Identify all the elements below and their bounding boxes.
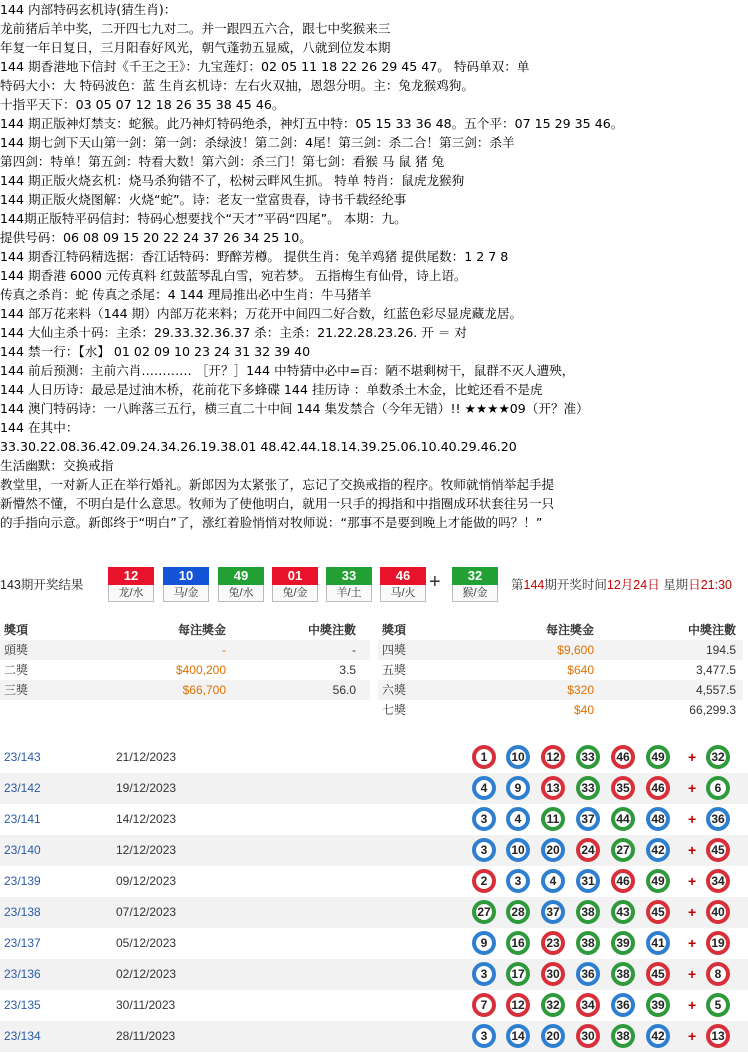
text-line: 特码大小：大 特码波色：蓝 生肖玄机诗：左右火双抽，恩怨分明。主：兔龙猴鸡狗。 xyxy=(0,78,474,93)
number-ball: 3 xyxy=(472,1024,496,1048)
special-number-ball: 36 xyxy=(706,807,730,831)
number-ball: 38 xyxy=(611,1024,635,1048)
history-row xyxy=(0,897,748,928)
text-line: 144期正版特平码信封：特码心想要找个“天才”平码“四尾”。 本期：九。 xyxy=(0,211,407,226)
text-line: 第四剑：特单！第五剑：特看大数！第六剑：杀三门！第七剑：看猴 马 鼠 猪 兔 xyxy=(0,154,445,169)
number-ball: 10 xyxy=(506,745,530,769)
text-line: 144 在其中： xyxy=(0,420,79,435)
special-number-ball: 40 xyxy=(706,900,730,924)
history-period-link[interactable]: 23/136 xyxy=(4,967,41,981)
text-line: 144 期香港地下信封《千王之王》：九宝莲灯：02 05 11 18 22 26 29 45 47。 特码单双：单 xyxy=(0,59,530,74)
history-row xyxy=(0,1021,748,1052)
text-line: 龙前猪后羊中奖，二开四七九对二。并一跟四五六合，跟七中奖猴来三 xyxy=(0,21,391,36)
history-row xyxy=(0,742,748,773)
ball-zodiac: 兔/水 xyxy=(218,585,264,602)
history-date: 07/12/2023 xyxy=(116,905,177,919)
text-line: 144 期香港 6000 元传真料 红鼓蓝琴乱白雪，宛若梦。 五指梅生有仙骨，诗上语。 xyxy=(0,268,467,283)
prize-cell: 3.5 xyxy=(339,663,356,677)
plus-sign: + xyxy=(688,966,697,982)
ball-number: 46 xyxy=(380,567,426,585)
number-ball: 41 xyxy=(646,931,670,955)
number-ball: 30 xyxy=(576,1024,600,1048)
number-ball: 46 xyxy=(646,776,670,800)
plus-sign: + xyxy=(688,904,697,920)
plus-sign: + xyxy=(688,873,697,889)
text-line: 144 期正版火烧图解：火烧“蛇”。诗：老友一堂富贵春，诗书千载经纶事 xyxy=(0,192,407,207)
prize-row xyxy=(378,700,743,720)
text-line: 144 禁一行：【水】 01 02 09 10 23 24 31 32 39 40 xyxy=(0,344,311,359)
prize-cell: 四獎 xyxy=(382,643,407,657)
history-date: 21/12/2023 xyxy=(116,750,177,764)
prize-header-row xyxy=(0,620,370,640)
number-ball: 46 xyxy=(611,869,635,893)
special-number-ball: 19 xyxy=(706,931,730,955)
text-line: 的手指向示意。新郎终于“明白”了，涨红着脸悄悄对牧师说：“那事不是要到晚上才能做的吗？！” xyxy=(0,515,543,530)
prize-header-cell: 獎項 xyxy=(4,623,29,637)
ball-zodiac: 兔/金 xyxy=(272,585,318,602)
plus-sign: + xyxy=(688,842,697,858)
history-row xyxy=(0,866,748,897)
prize-cell: 194.5 xyxy=(705,643,736,657)
result-ball xyxy=(218,567,264,603)
special-number-ball: 45 xyxy=(706,838,730,862)
prize-cell: $40 xyxy=(573,703,594,717)
history-period-link[interactable]: 23/137 xyxy=(4,936,41,950)
prize-cell: 4,557.5 xyxy=(695,683,736,697)
draw-period: 144 xyxy=(523,578,545,592)
history-date: 19/12/2023 xyxy=(116,781,177,795)
prize-table xyxy=(0,620,748,722)
prize-header-cell: 獎項 xyxy=(382,623,407,637)
plus-sign: + xyxy=(688,811,697,827)
history-row xyxy=(0,773,748,804)
plus-sign: + xyxy=(688,780,697,796)
number-ball: 43 xyxy=(611,900,635,924)
prize-header-cell: 每注獎金 xyxy=(545,623,594,637)
history-list xyxy=(0,742,748,1053)
draw-info: 第144期开奖时间12月24日 星期日21:30 xyxy=(511,578,732,592)
prize-cell: 五獎 xyxy=(382,663,407,677)
result-ball xyxy=(108,567,154,603)
number-ball: 42 xyxy=(646,1024,670,1048)
plus-sign: + xyxy=(688,1028,697,1044)
number-ball: 42 xyxy=(646,838,670,862)
number-ball: 20 xyxy=(541,1024,565,1048)
text-line: 33.30.22.08.36.42.09.24.34.26.19.38.01 48.42.44.18.14.39.25.06.10.40.29.46.20 xyxy=(0,439,517,454)
prize-cell: 56.0 xyxy=(332,683,356,697)
history-period-link[interactable]: 23/140 xyxy=(4,843,41,857)
number-ball: 33 xyxy=(576,776,600,800)
number-ball: 49 xyxy=(646,745,670,769)
number-ball: 16 xyxy=(506,931,530,955)
text-line: 144 部万花来料（144 期）内部万花来料；万花开中间四二好合数，红蓝色彩尽显虎藏龙居。 xyxy=(0,306,523,321)
prize-cell: $9,600 xyxy=(557,643,594,657)
text-line: 传真之杀肖：蛇 传真之杀尾：4 144 理局推出必中生肖：牛马猪羊 xyxy=(0,287,372,302)
number-ball: 24 xyxy=(576,838,600,862)
number-ball: 36 xyxy=(611,993,635,1017)
prize-cell: 頭獎 xyxy=(4,643,29,657)
history-date: 05/12/2023 xyxy=(116,936,177,950)
text-line: 144 期七剑下天山第一剑：第一剑：杀绿波！第二剑：4尾！第三剑：杀二合！第三剑：杀羊 xyxy=(0,135,515,150)
ball-number: 12 xyxy=(108,567,154,585)
number-ball: 11 xyxy=(541,807,565,831)
number-ball: 27 xyxy=(611,838,635,862)
ball-number: 32 xyxy=(452,567,498,585)
text-line: 教堂里，一对新人正在举行婚礼。新郎因为太紧张了，忘记了交换戒指的程序。牧师就悄悄举起手提 xyxy=(0,477,555,492)
ball-number: 33 xyxy=(326,567,372,585)
history-row xyxy=(0,959,748,990)
number-ball: 35 xyxy=(611,776,635,800)
prize-cell: 六獎 xyxy=(382,683,407,697)
number-ball: 45 xyxy=(646,900,670,924)
history-period-link[interactable]: 23/134 xyxy=(4,1029,41,1043)
special-number-ball: 6 xyxy=(706,776,730,800)
history-row xyxy=(0,928,748,959)
prize-cell: $400,200 xyxy=(175,663,226,677)
plus-sign: + xyxy=(688,749,697,765)
special-number-ball: 8 xyxy=(706,962,730,986)
number-ball: 23 xyxy=(541,931,565,955)
plus-sign: + xyxy=(688,997,697,1013)
number-ball: 49 xyxy=(646,869,670,893)
number-ball: 9 xyxy=(506,776,530,800)
special-number-ball: 34 xyxy=(706,869,730,893)
number-ball: 12 xyxy=(541,745,565,769)
ball-number: 10 xyxy=(163,567,209,585)
history-row xyxy=(0,804,748,835)
number-ball: 39 xyxy=(611,931,635,955)
number-ball: 45 xyxy=(646,962,670,986)
prize-table-left xyxy=(0,620,370,700)
history-period-link[interactable]: 23/141 xyxy=(4,812,41,826)
prize-row xyxy=(0,640,370,660)
history-period-link[interactable]: 23/139 xyxy=(4,874,41,888)
number-ball: 38 xyxy=(576,931,600,955)
number-ball: 3 xyxy=(472,962,496,986)
number-ball: 4 xyxy=(541,869,565,893)
number-ball: 30 xyxy=(541,962,565,986)
number-ball: 39 xyxy=(646,993,670,1017)
draw-weekday: 日 xyxy=(688,578,701,592)
history-date: 14/12/2023 xyxy=(116,812,177,826)
number-ball: 46 xyxy=(611,745,635,769)
text-line: 144 期正版神灯禁支：蛇猴。此乃神灯特码绝杀，神灯五中特：05 15 33 36 48。五个平：07 15 29 35 46。 xyxy=(0,116,624,131)
text-line: 144 人日历诗：最忌是过油木桥，花前花下多蜂碟 144 挂历诗 ：单数杀土木金，比蛇还看不是虎 xyxy=(0,382,543,397)
prize-cell: 七獎 xyxy=(382,703,407,717)
number-ball: 28 xyxy=(506,900,530,924)
number-ball: 38 xyxy=(611,962,635,986)
number-ball: 20 xyxy=(541,838,565,862)
ball-zodiac: 龙/水 xyxy=(108,585,154,602)
draw-date: 12月24日 xyxy=(606,578,660,592)
prize-row xyxy=(378,660,743,680)
prize-cell: 二獎 xyxy=(4,663,29,677)
number-ball: 48 xyxy=(646,807,670,831)
text-line: 提供号码：06 08 09 15 20 22 24 37 26 34 25 10。 xyxy=(0,230,312,245)
number-ball: 13 xyxy=(541,776,565,800)
prize-cell: $66,700 xyxy=(182,683,226,697)
history-date: 30/11/2023 xyxy=(116,998,176,1012)
number-ball: 3 xyxy=(506,869,530,893)
number-ball: 3 xyxy=(472,838,496,862)
number-ball: 7 xyxy=(472,993,496,1017)
number-ball: 4 xyxy=(472,776,496,800)
ball-zodiac: 马/火 xyxy=(380,585,426,602)
prize-cell: - xyxy=(222,643,226,657)
prize-cell: 66,299.3 xyxy=(689,703,736,717)
prize-row xyxy=(0,680,370,700)
history-row xyxy=(0,835,748,866)
special-number-ball: 5 xyxy=(706,993,730,1017)
ball-zodiac: 羊/土 xyxy=(326,585,372,602)
prize-cell: $640 xyxy=(567,663,594,677)
number-ball: 38 xyxy=(576,900,600,924)
history-period-link[interactable]: 23/138 xyxy=(4,905,41,919)
number-ball: 4 xyxy=(506,807,530,831)
number-ball: 17 xyxy=(506,962,530,986)
prize-row xyxy=(378,680,743,700)
text-line: 年复一年日复日，三月阳春好风光，朝气蓬勃五显威，八就到位发本期 xyxy=(0,40,391,55)
special-ball xyxy=(452,567,498,603)
number-ball: 12 xyxy=(506,993,530,1017)
result-ball xyxy=(272,567,318,603)
text-line: 十指平天下：03 05 07 12 18 26 35 38 45 46。 xyxy=(0,97,285,112)
result-ball xyxy=(326,567,372,603)
number-ball: 34 xyxy=(576,993,600,1017)
prize-cell: 3,477.5 xyxy=(695,663,736,677)
number-ball: 1 xyxy=(472,745,496,769)
number-ball: 9 xyxy=(472,931,496,955)
number-ball: 37 xyxy=(576,807,600,831)
history-date: 12/12/2023 xyxy=(116,843,177,857)
number-ball: 32 xyxy=(541,993,565,1017)
text-line: 144 前后预测：主前六肖………… ［开？］144 中特猜中必中=百：陋不堪剩树干，鼠群不灭人遭殃， xyxy=(0,363,575,378)
number-ball: 37 xyxy=(541,900,565,924)
text-line: 144 内部特码玄机诗(猜生肖)： xyxy=(0,2,177,17)
result-title: 143期开奖结果 xyxy=(0,578,84,592)
ball-number: 49 xyxy=(218,567,264,585)
history-period-link[interactable]: 23/143 xyxy=(4,750,41,764)
number-ball: 10 xyxy=(506,838,530,862)
history-date: 09/12/2023 xyxy=(116,874,177,888)
history-date: 02/12/2023 xyxy=(116,967,177,981)
plus-sign: + xyxy=(429,571,441,593)
prize-table-right xyxy=(378,620,743,720)
ball-zodiac: 马/金 xyxy=(163,585,209,602)
number-ball: 2 xyxy=(472,869,496,893)
prize-cell: 三獎 xyxy=(4,683,29,697)
prize-header-cell: 中獎注數 xyxy=(307,623,356,637)
number-ball: 36 xyxy=(576,962,600,986)
number-ball: 14 xyxy=(506,1024,530,1048)
special-number-ball: 13 xyxy=(706,1024,730,1048)
history-row xyxy=(0,990,748,1021)
number-ball: 44 xyxy=(611,807,635,831)
number-ball: 3 xyxy=(472,807,496,831)
prize-header-cell: 每注獎金 xyxy=(177,623,226,637)
special-number-ball: 32 xyxy=(706,745,730,769)
text-line: 144 澳门特码诗：一八眸落三五行，横三直二十中间 144 集发禁合（今年无错）!! ★★★★09（开？准） xyxy=(0,401,589,416)
prize-row xyxy=(378,640,743,660)
number-ball: 33 xyxy=(576,745,600,769)
text-line: 144 期香江特码精选据：香江话特码：野醉芳樽。 提供生肖：兔羊鸡猪 提供尾数：1 2 7 8 xyxy=(0,249,509,264)
text-line: 新懵然不懂，不明白是什么意思。牧师为了使他明白，就用一只手的拇指和中指圈成环状套往另一只 xyxy=(0,496,555,511)
text-line: 144 大仙主杀十码：主杀：29.33.32.36.37 杀：主杀：21.22.28.23.26. 开 ＝ 对 xyxy=(0,325,468,340)
result-ball xyxy=(163,567,209,603)
history-date: 28/11/2023 xyxy=(116,1029,176,1043)
history-period-link[interactable]: 23/135 xyxy=(4,998,41,1012)
prize-cell: - xyxy=(352,643,356,657)
result-bar xyxy=(0,566,748,606)
plus-sign: + xyxy=(688,935,697,951)
prize-header-row xyxy=(378,620,743,640)
prize-row xyxy=(0,660,370,680)
result-ball xyxy=(380,567,426,603)
text-line: 144 期正版火烧玄机：烧马杀狗错不了，松树云畔风生抓。 特单 特肖：鼠虎龙猴狗 xyxy=(0,173,465,188)
ball-zodiac: 猴/金 xyxy=(452,585,498,602)
ball-number: 01 xyxy=(272,567,318,585)
draw-time: 21:30 xyxy=(700,578,732,592)
text-line: 生活幽默：交换戒指 xyxy=(0,458,114,473)
number-ball: 27 xyxy=(472,900,496,924)
prize-cell: $320 xyxy=(567,683,594,697)
prize-header-cell: 中獎注數 xyxy=(687,623,736,637)
history-period-link[interactable]: 23/142 xyxy=(4,781,41,795)
number-ball: 31 xyxy=(576,869,600,893)
